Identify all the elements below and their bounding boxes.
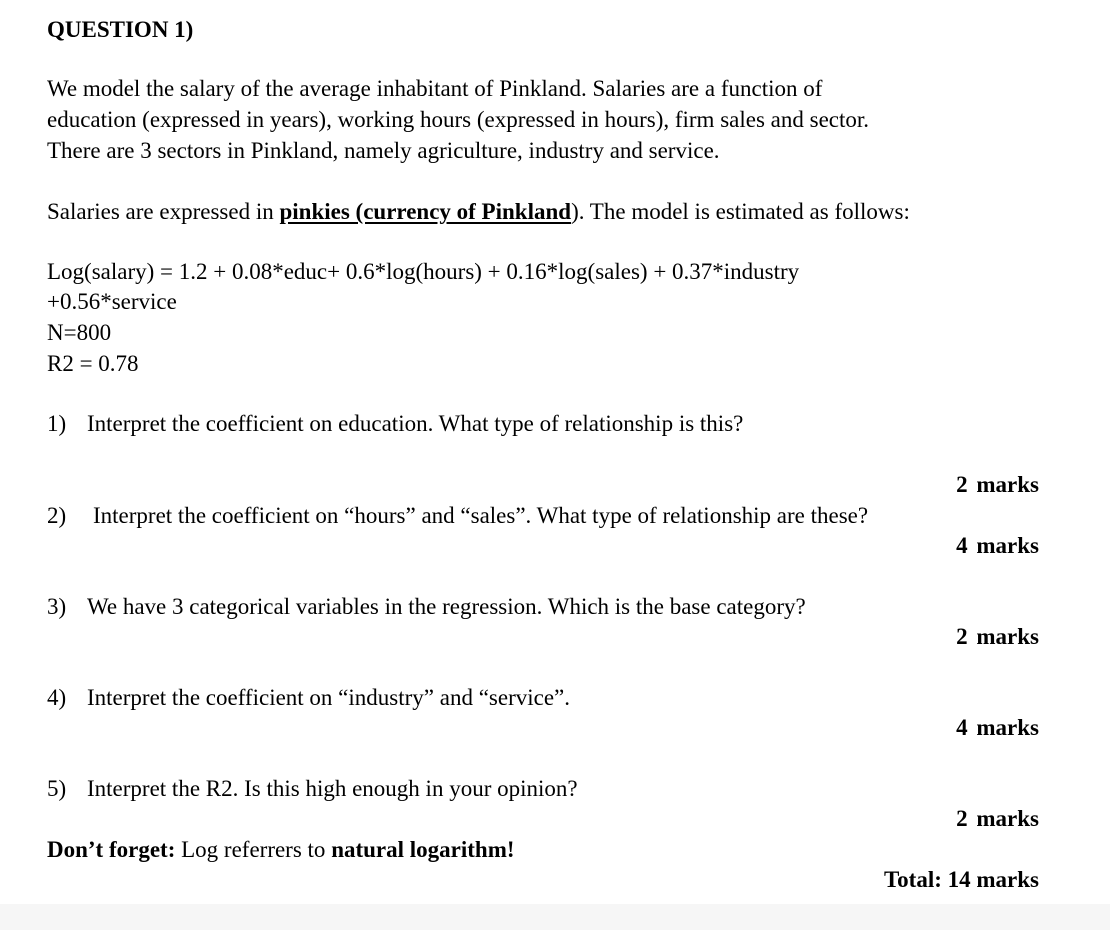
currency-statement (47, 197, 910, 227)
question-number: 3) (47, 594, 67, 619)
intro-line-3: There are 3 sectors in Pinkland, namely agriculture, industry and service. (47, 138, 720, 163)
reminder-label: Don’t forget: (47, 837, 176, 862)
currency-prefix: Salaries are expressed in (47, 199, 280, 224)
reminder-text: Log referrers to (175, 837, 332, 862)
question-number: 4) (47, 685, 67, 710)
question-item (47, 501, 868, 531)
question-marks: 2 marks (956, 806, 1039, 831)
question-number: 2) (47, 503, 67, 528)
total-marks: Total: 14 marks (883, 867, 1039, 892)
model-equation-line-2: +0.56*service (47, 289, 177, 314)
intro-line-2: education (expressed in years), working hours (expressed in hours), firm sales and sector. (47, 107, 870, 132)
question-title: QUESTION 1) (47, 17, 194, 42)
currency-emphasis: pinkies (currency of Pinkland (279, 199, 572, 224)
model-sample-size: N=800 (47, 320, 112, 345)
question-item (47, 409, 743, 439)
question-marks: 4 marks (956, 715, 1039, 740)
question-item (47, 592, 806, 622)
model-r-squared: R2 = 0.78 (47, 351, 139, 376)
question-text: Interpret the coefficient on “hours” and “sales”. What type of relationship are these? (93, 503, 869, 528)
reminder-emphasis: natural logarithm! (331, 837, 515, 862)
question-text: Interpret the R2. Is this high enough in your opinion? (87, 776, 578, 801)
question-item (47, 774, 578, 804)
intro-line-1: We model the salary of the average inhabitant of Pinkland. Salaries are a function of (47, 76, 823, 101)
reminder-note (47, 835, 515, 865)
question-marks: 2 marks (956, 624, 1039, 649)
question-item (47, 683, 570, 713)
question-marks: 4 marks (956, 533, 1039, 558)
question-text: We have 3 categorical variables in the regression. Which is the base category? (87, 594, 806, 619)
question-text: Interpret the coefficient on “industry” and “service”. (87, 685, 570, 710)
question-marks: 2 marks (956, 472, 1039, 497)
question-text: Interpret the coefficient on education. What type of relationship is this? (87, 411, 744, 436)
model-equation-line-1: Log(salary) = 1.2 + 0.08*educ+ 0.6*log(hours) + 0.16*log(sales) + 0.37*industry (47, 259, 800, 284)
question-number: 1) (47, 411, 67, 436)
question-number: 5) (47, 776, 67, 801)
currency-suffix: ). The model is estimated as follows: (571, 199, 910, 224)
